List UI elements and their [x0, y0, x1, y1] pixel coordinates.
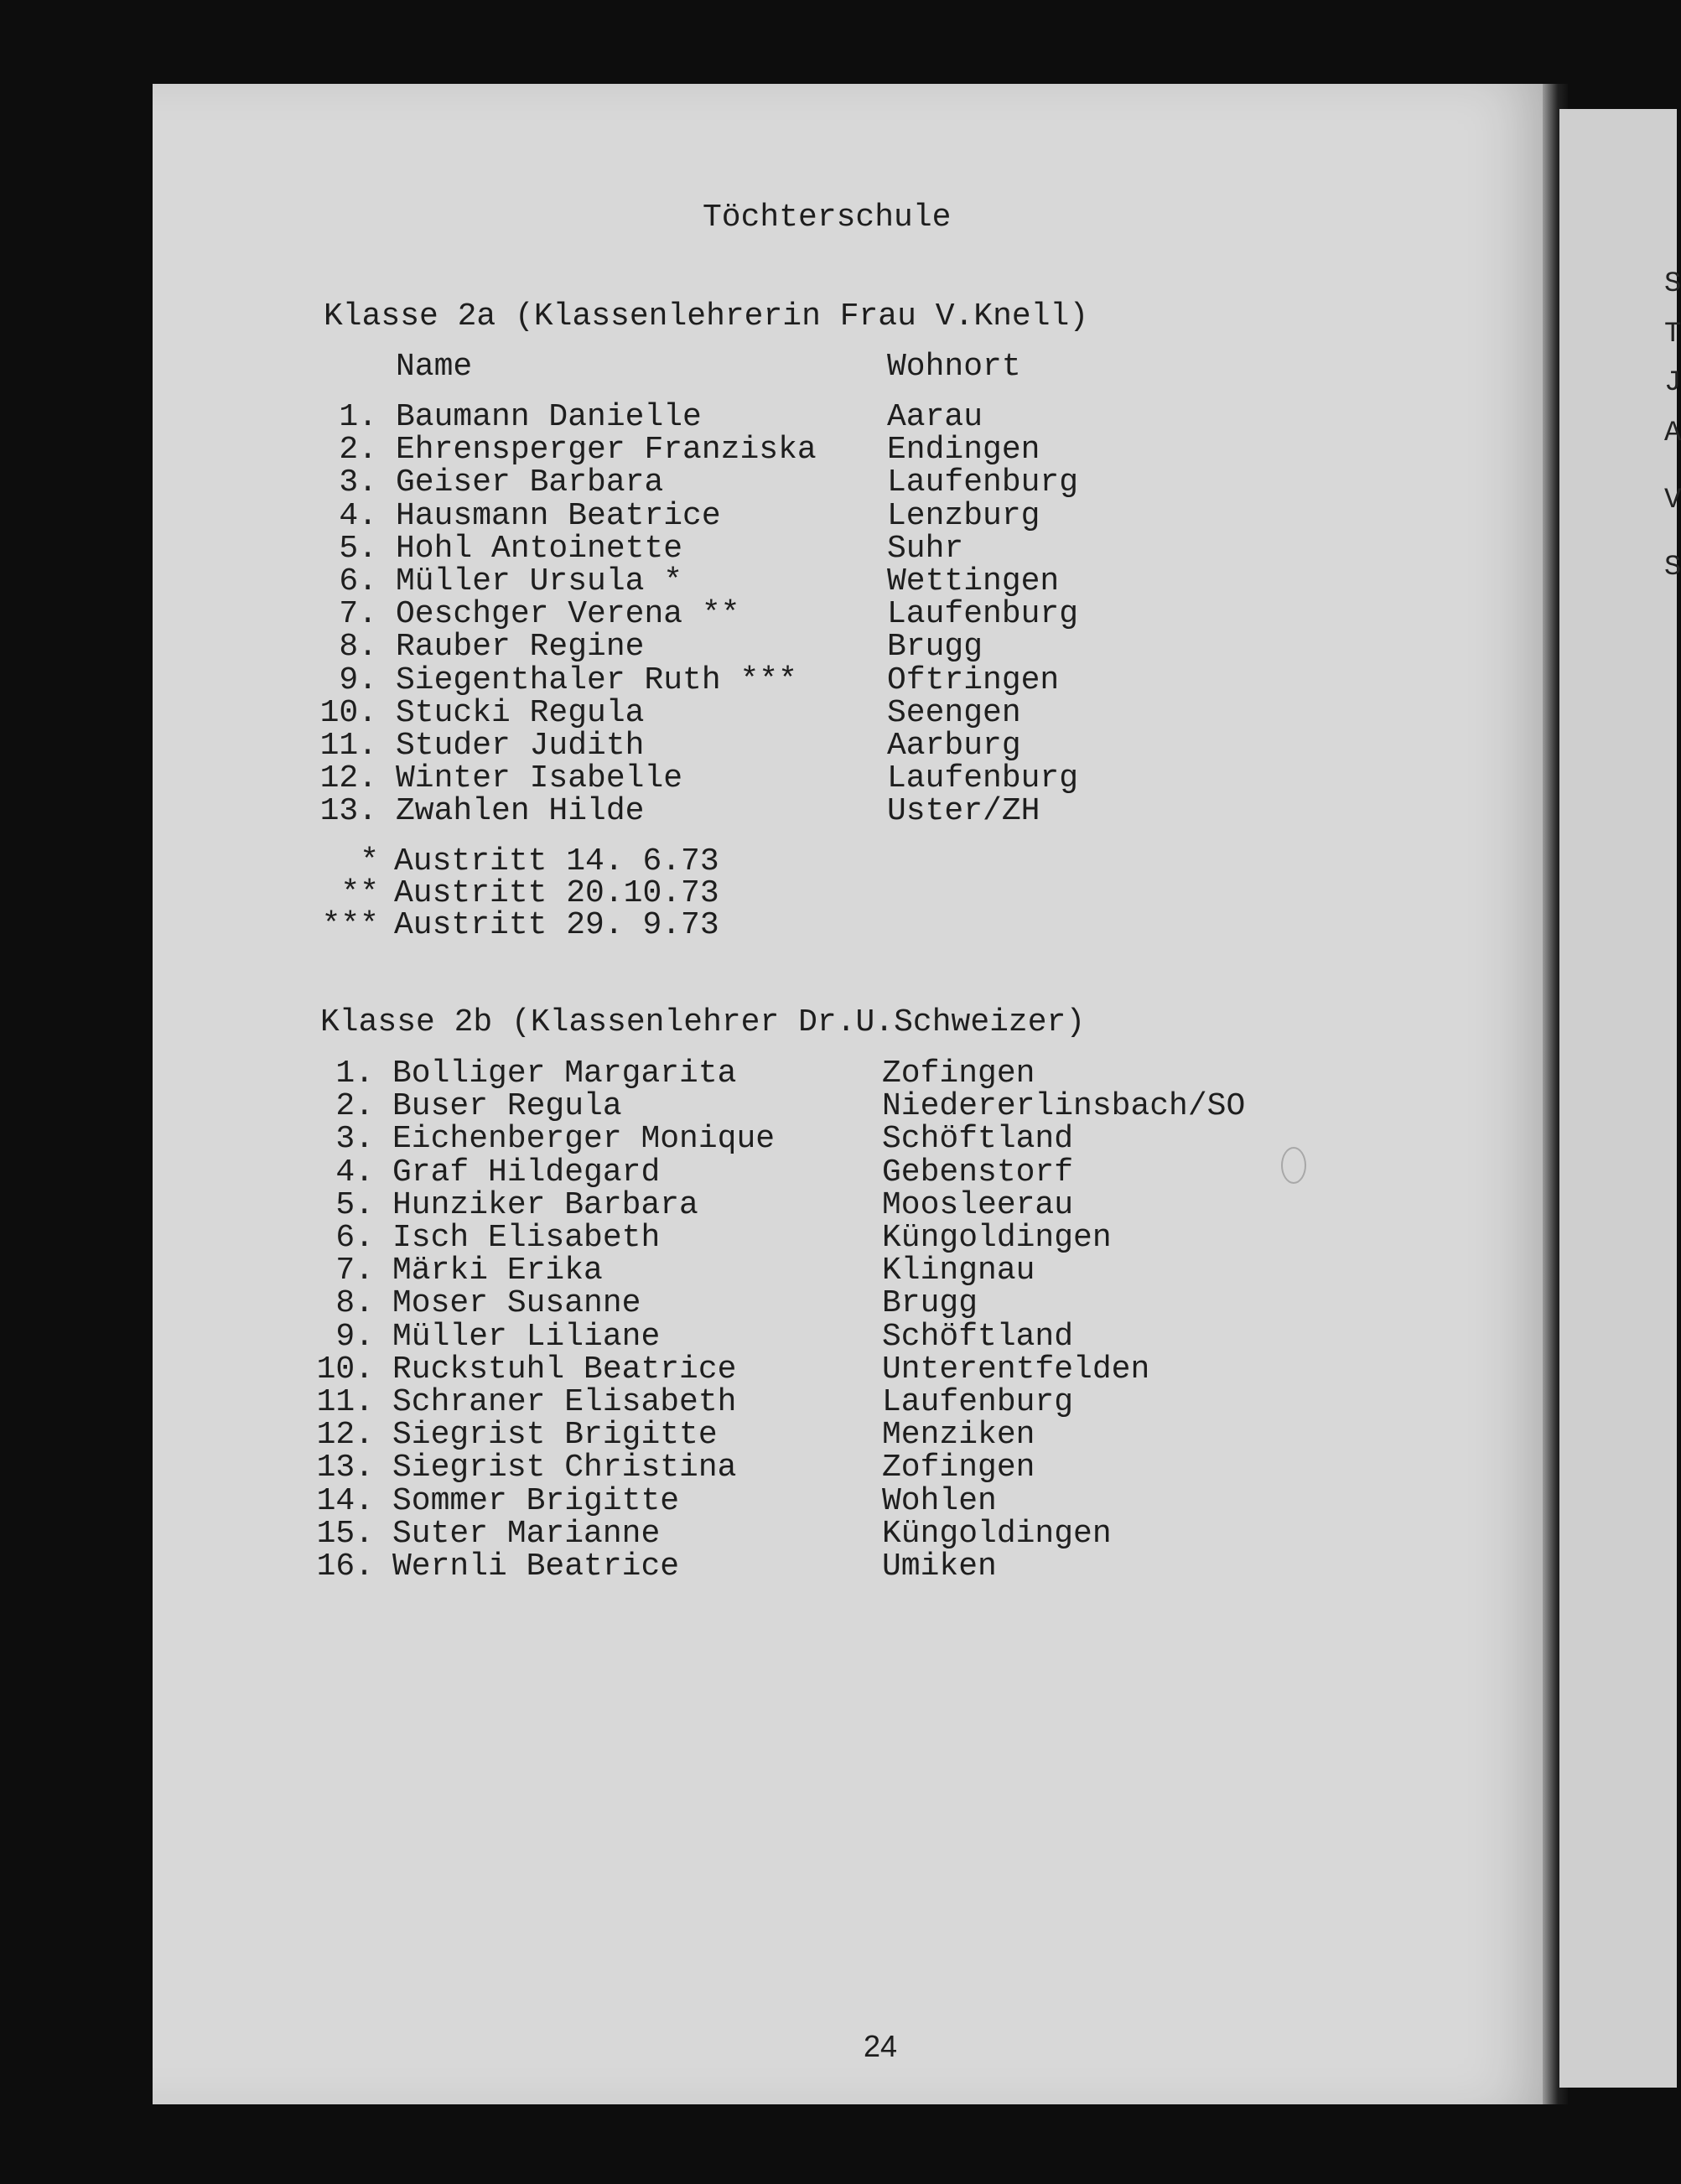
student-name: Isch Elisabeth: [392, 1220, 661, 1256]
student-residence: Küngoldingen: [882, 1220, 1112, 1256]
page-title: Töchterschule: [703, 200, 952, 236]
student-name: Sommer Brigitte: [392, 1482, 680, 1519]
row-number: 10.: [316, 1351, 374, 1388]
student-name: Studer Judith: [396, 728, 645, 764]
student-residence: Menziken: [882, 1417, 1035, 1454]
student-residence: Schöftland: [882, 1318, 1074, 1355]
student-name: Winter Isabelle: [396, 760, 683, 797]
row-number: 3.: [335, 1121, 374, 1158]
student-residence: Schöftland: [882, 1121, 1074, 1158]
student-residence: Seengen: [887, 694, 1021, 731]
row-number: 5.: [339, 530, 377, 567]
student-residence: Klingnau: [882, 1253, 1035, 1289]
row-number: 13.: [319, 793, 377, 830]
footnote-mark: *: [360, 843, 379, 879]
adjacent-page-edge: [1559, 109, 1681, 2088]
student-residence: Wohlen: [882, 1482, 997, 1519]
student-name: Rauber Regine: [396, 629, 645, 666]
student-name: Ruckstuhl Beatrice: [392, 1351, 737, 1388]
student-name: Märki Erika: [392, 1253, 603, 1289]
student-name: Müller Ursula *: [396, 563, 683, 599]
row-number: 6.: [335, 1220, 374, 1256]
row-number: 1.: [335, 1056, 374, 1092]
student-residence: Niedererlinsbach/SO: [882, 1088, 1246, 1125]
student-residence: Aarburg: [887, 728, 1021, 764]
row-number: 11.: [316, 1384, 374, 1420]
student-residence: Küngoldingen: [882, 1515, 1112, 1552]
student-residence: Suhr: [887, 530, 964, 567]
student-residence: Lenzburg: [887, 497, 1040, 534]
row-number: 2.: [335, 1088, 374, 1125]
student-residence: Umiken: [882, 1549, 997, 1585]
student-name: Wernli Beatrice: [392, 1549, 680, 1585]
row-number: 12.: [319, 760, 377, 797]
student-residence: Unterentfelden: [882, 1351, 1150, 1388]
row-number: 4.: [335, 1154, 374, 1191]
adjacent-page-letter: S: [1664, 552, 1681, 584]
student-residence: Zofingen: [882, 1450, 1035, 1486]
student-residence: Uster/ZH: [887, 793, 1040, 830]
row-number: 14.: [316, 1482, 374, 1519]
student-name: Eichenberger Monique: [392, 1121, 776, 1158]
class-2a-heading: Klasse 2a (Klassenlehrerin Frau V.Knell): [324, 298, 1089, 335]
student-name: Siegenthaler Ruth ***: [396, 661, 797, 698]
row-number: 4.: [339, 497, 377, 534]
row-number: 9.: [335, 1318, 374, 1355]
row-number: 9.: [339, 661, 377, 698]
student-residence: Endingen: [887, 432, 1040, 469]
row-number: 2.: [339, 432, 377, 469]
student-residence: Laufenburg: [887, 596, 1079, 633]
adjacent-page-letter: S: [1664, 268, 1681, 300]
column-header-wohnort: Wohnort: [887, 349, 1021, 385]
adjacent-page-letter: T: [1664, 319, 1681, 350]
row-number: 16.: [316, 1549, 374, 1585]
student-residence: Aarau: [887, 399, 983, 435]
student-name: Moser Susanne: [392, 1285, 641, 1322]
student-residence: Laufenburg: [882, 1384, 1074, 1420]
adjacent-page-letter: J: [1664, 367, 1681, 399]
row-number: 13.: [316, 1450, 374, 1486]
student-name: Bolliger Margarita: [392, 1056, 737, 1092]
student-name: Buser Regula: [392, 1088, 622, 1125]
row-number: 11.: [319, 728, 377, 764]
student-name: Schraner Elisabeth: [392, 1384, 737, 1420]
pencil-mark: [1281, 1147, 1306, 1184]
student-name: Stucki Regula: [396, 694, 645, 731]
student-residence: Gebenstorf: [882, 1154, 1074, 1191]
adjacent-page-letter: V: [1664, 485, 1681, 516]
student-name: Siegrist Christina: [392, 1450, 737, 1486]
student-residence: Wettingen: [887, 563, 1060, 599]
student-name: Oeschger Verena **: [396, 596, 740, 633]
footnote-text: Austritt 20.10.73: [394, 875, 719, 911]
student-residence: Laufenburg: [887, 464, 1079, 501]
row-number: 3.: [339, 464, 377, 501]
page-number: 24: [864, 2029, 898, 2063]
row-number: 15.: [316, 1515, 374, 1552]
class-2b-heading: Klasse 2b (Klassenlehrer Dr.U.Schweizer): [320, 1004, 1086, 1040]
student-name: Müller Liliane: [392, 1318, 661, 1355]
student-name: Baumann Danielle: [396, 399, 702, 435]
student-residence: Laufenburg: [887, 760, 1079, 797]
row-number: 6.: [339, 563, 377, 599]
footnote-text: Austritt 29. 9.73: [394, 907, 719, 943]
student-name: Hohl Antoinette: [396, 530, 683, 567]
row-number: 5.: [335, 1186, 374, 1223]
adjacent-page-letter: A: [1664, 418, 1681, 449]
row-number: 8.: [339, 629, 377, 666]
student-name: Zwahlen Hilde: [396, 793, 645, 830]
footnote-mark: ***: [321, 907, 379, 943]
student-name: Ehrensperger Franziska: [396, 432, 817, 469]
student-residence: Brugg: [887, 629, 983, 666]
row-number: 7.: [335, 1253, 374, 1289]
column-header-name: Name: [396, 349, 473, 385]
student-name: Graf Hildegard: [392, 1154, 661, 1191]
row-number: 12.: [316, 1417, 374, 1454]
row-number: 7.: [339, 596, 377, 633]
student-residence: Brugg: [882, 1285, 978, 1322]
student-residence: Oftringen: [887, 661, 1060, 698]
row-number: 8.: [335, 1285, 374, 1322]
student-name: Hausmann Beatrice: [396, 497, 721, 534]
student-name: Suter Marianne: [392, 1515, 661, 1552]
row-number: 1.: [339, 399, 377, 435]
student-name: Hunziker Barbara: [392, 1186, 698, 1223]
footnote-mark: **: [340, 875, 379, 911]
row-number: 10.: [319, 694, 377, 731]
student-residence: Zofingen: [882, 1056, 1035, 1092]
student-name: Geiser Barbara: [396, 464, 664, 501]
footnote-text: Austritt 14. 6.73: [394, 843, 719, 879]
student-residence: Moosleerau: [882, 1186, 1074, 1223]
student-name: Siegrist Brigitte: [392, 1417, 718, 1454]
